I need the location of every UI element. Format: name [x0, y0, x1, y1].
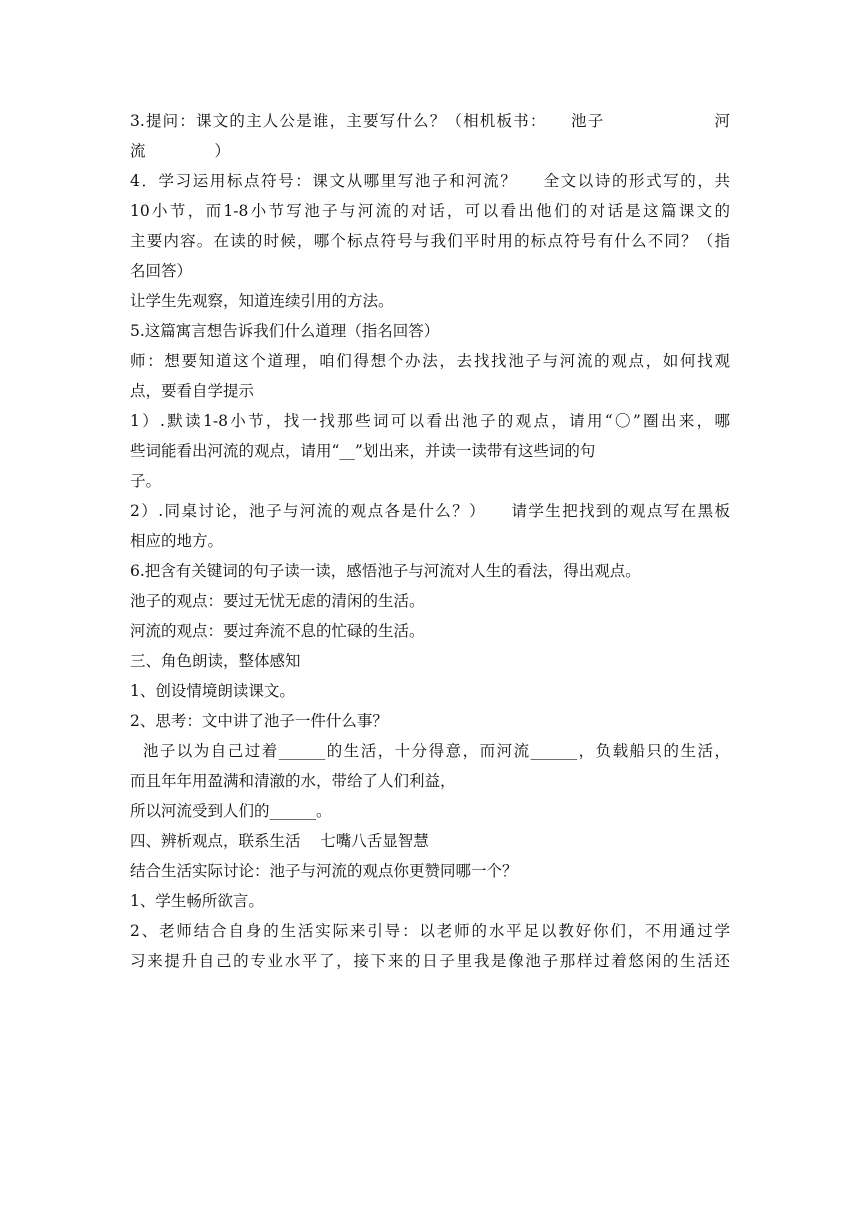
text-line: 1、创设情境朗读课文。: [130, 682, 295, 700]
text-line: 流 ）: [130, 142, 230, 160]
text-line: 师：想要知道这个道理，咱们得想个办法，去找找池子与河流的观点，如何找观: [130, 352, 730, 370]
text-line: 3.提问：课文的主人公是谁，主要写什么？（相机板书： 池子 河: [130, 112, 730, 130]
text-line: 些词能看出河流的观点，请用“__”划出来，并读一读带有这些词的句: [130, 442, 596, 460]
text-line: 结合生活实际讨论：池子与河流的观点你更赞同哪一个？: [130, 862, 518, 880]
text-line: 相应的地方。: [130, 532, 224, 550]
text-line: 主要内容。在读的时候，哪个标点符号与我们平时用的标点符号有什么不同？（指: [130, 232, 730, 250]
text-line: 名回答）: [130, 262, 193, 280]
section-heading: 三、角色朗读，整体感知: [130, 652, 301, 670]
text-line: 子。: [130, 472, 162, 490]
text-line: 让学生先观察，知道连续引用的方法。: [130, 292, 394, 310]
text-line: 点，要看自学提示: [130, 382, 255, 400]
text-line: 4．学习运用标点符号：课文从哪里写池子和河流？ 全文以诗的形式写的，共: [130, 172, 730, 190]
text-line: 河流的观点：要过奔流不息的忙碌的生活。: [130, 622, 425, 640]
text-line: 1、学生畅所欲言。: [130, 892, 264, 910]
text-line: 2）.同桌讨论，池子与河流的观点各是什么？） 请学生把找到的观点写在黑板: [130, 502, 730, 520]
text-line: 2、思考：文中讲了池子一件什么事？: [130, 712, 388, 730]
text-line: 池子的观点：要过无忧无虑的清闲的生活。: [130, 592, 425, 610]
text-line: 5.这篇寓言想告诉我们什么道理（指名回答）: [130, 322, 440, 340]
text-line: 1）.默读1-8小节，找一找那些词可以看出池子的观点，请用“〇”圈出来，哪: [130, 412, 730, 430]
text-line: 10小节，而1-8小节写池子与河流的对话，可以看出他们的对话是这篇课文的: [130, 202, 730, 220]
text-line: 2、老师结合自身的生活实际来引导：以老师的水平足以教好你们，不用通过学: [130, 922, 730, 940]
text-line: 习来提升自己的专业水平了，接下来的日子里我是像池子那样过着悠闲的生活还: [130, 952, 730, 970]
text-line: 6.把含有关键词的句子读一读，感悟池子与河流对人生的看法，得出观点。: [130, 562, 641, 580]
text-line: 池子以为自己过着______的生活，十分得意，而河流______，负载船只的生活，: [130, 742, 730, 760]
text-line: 所以河流受到人们的______。: [130, 802, 332, 820]
section-heading: 四、辨析观点，联系生活 七嘴八舌显智慧: [130, 832, 429, 850]
document-body: [130, 106, 730, 976]
text-line: 而且年年用盈满和清澈的水，带给了人们利益，: [130, 772, 456, 790]
